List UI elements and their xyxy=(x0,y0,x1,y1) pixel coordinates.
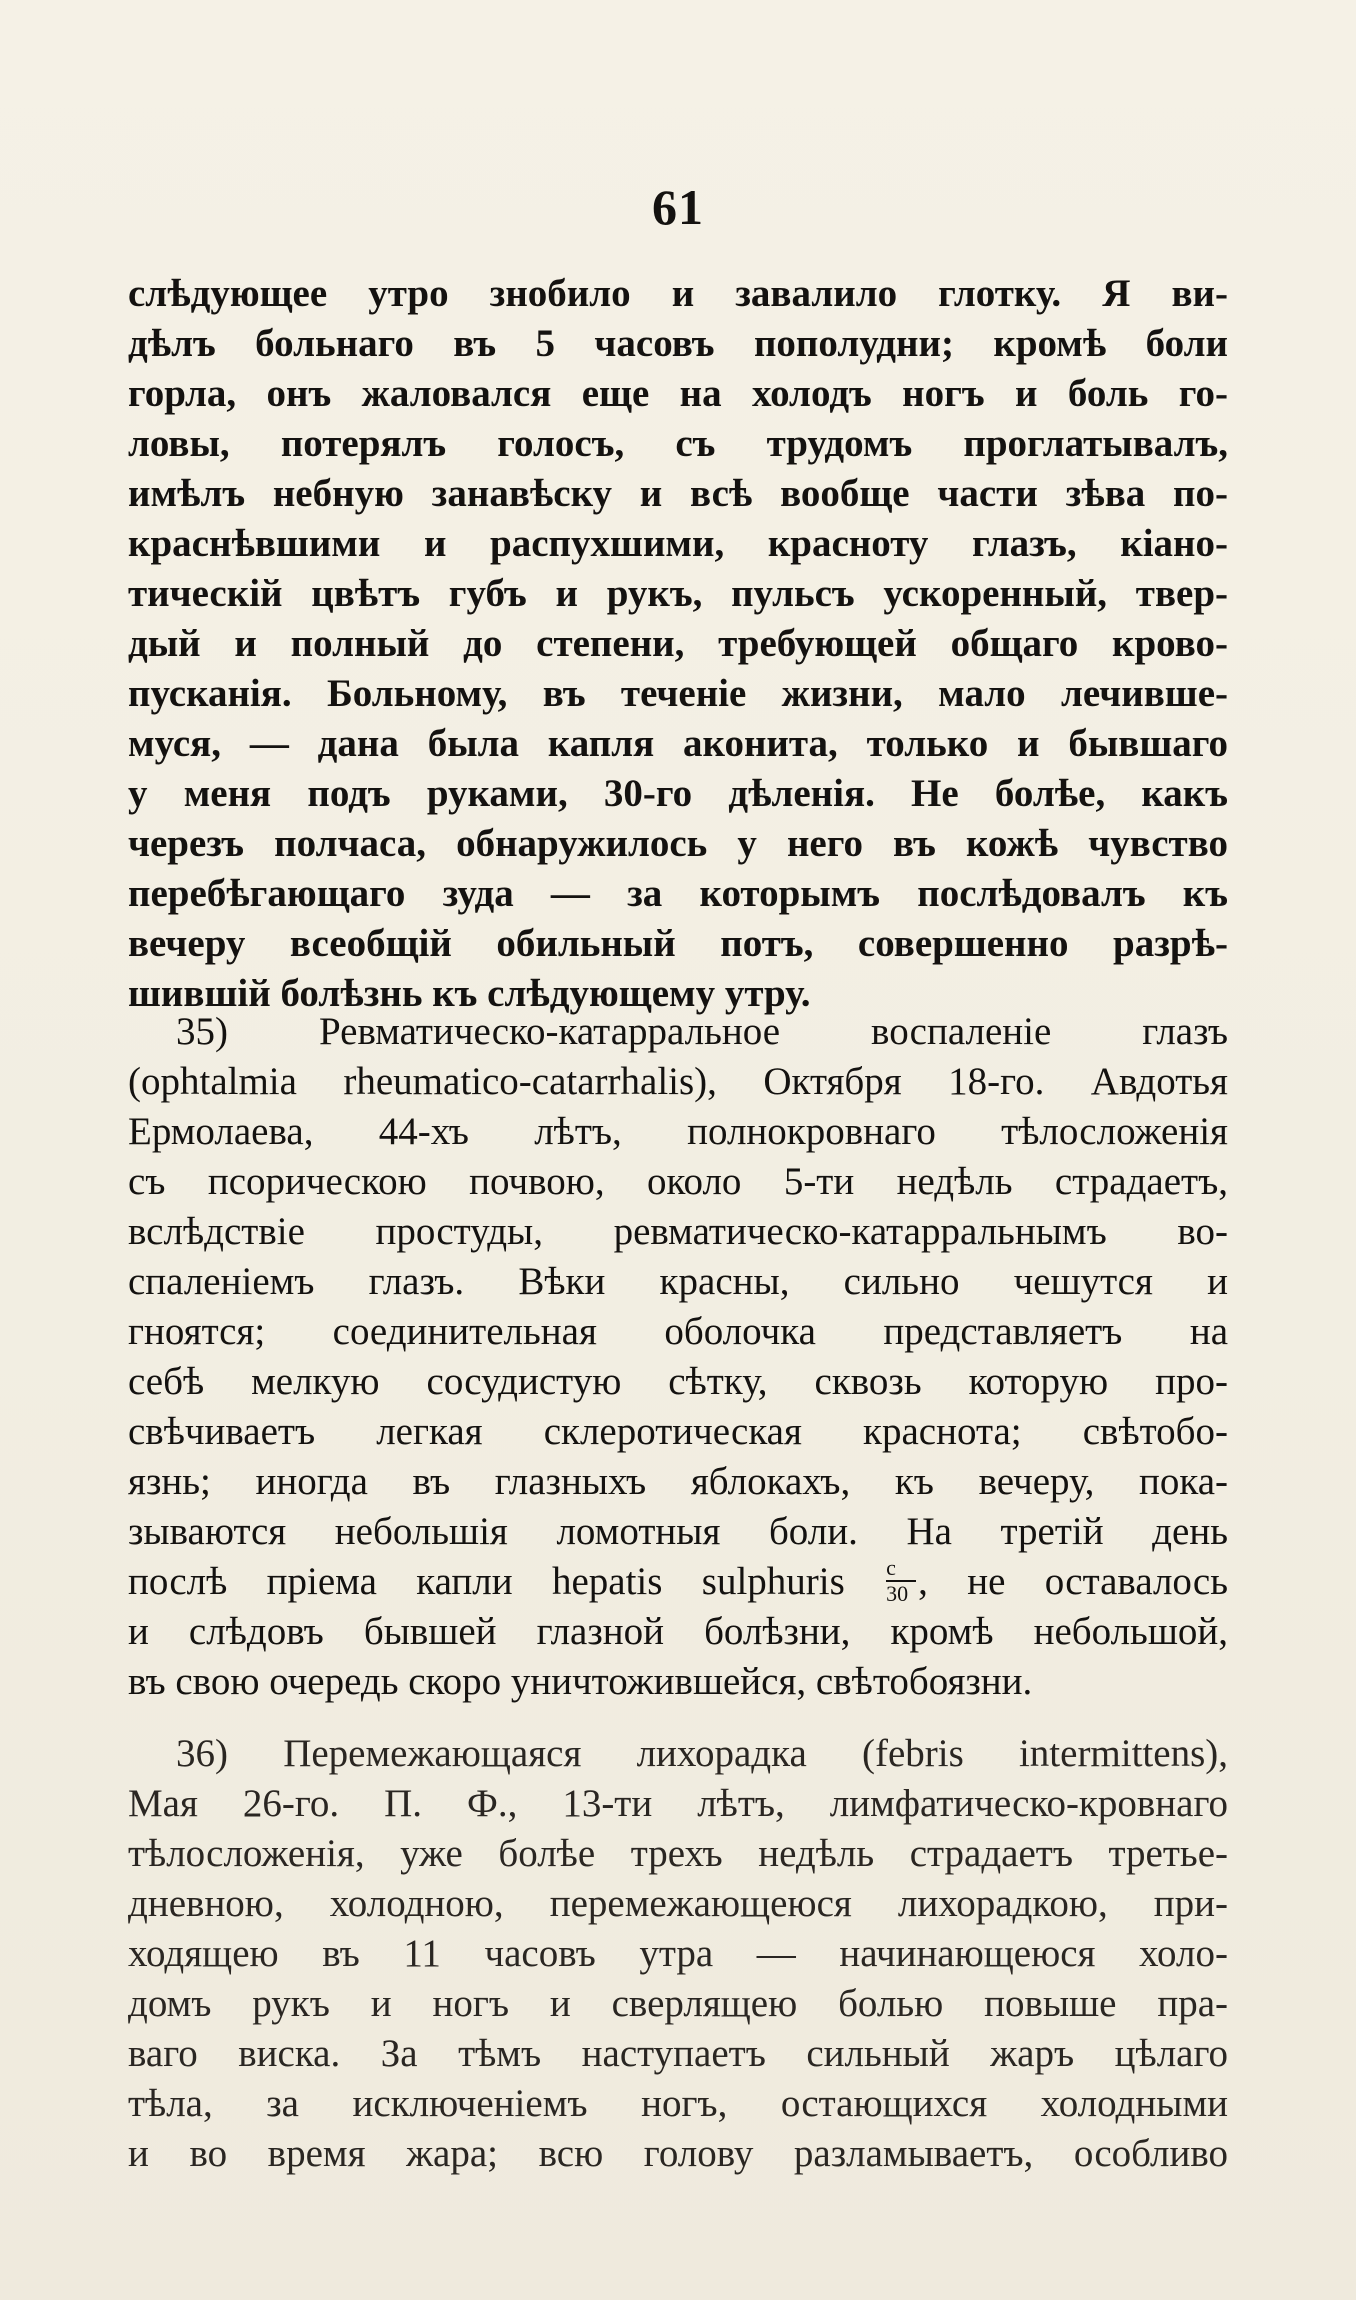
text-line: себѣ мелкую сосудистую сѣтку, сквозь которую про- xyxy=(128,1360,1228,1403)
text-line: пусканія. Больному, въ теченіе жизни, мало лечивше- xyxy=(128,672,1228,715)
text-line: ваго виска. За тѣмъ наступаетъ сильный жаръ цѣлаго xyxy=(128,2032,1228,2075)
text-line: муся, — дана была капля аконита, только и бывшаго xyxy=(128,722,1228,765)
text-line: краснѣвшими и распухшими, красноту глазъ, кіано- xyxy=(128,522,1228,565)
page-number: 61 xyxy=(652,179,704,235)
text-line: вечеру всеобщій обильный потъ, совершенно разрѣ- xyxy=(128,922,1228,965)
text-line: горла, онъ жаловался еще на холодъ ногъ и боль го- xyxy=(128,372,1228,415)
text-line: имѣлъ небную занавѣску и всѣ вообще части зѣва по- xyxy=(128,472,1228,515)
text-line: перебѣгающаго зуда — за которымъ послѣдовалъ къ xyxy=(128,872,1228,915)
text-line: 35) Ревматическо-катарральное воспаленіе глазъ xyxy=(176,1010,1228,1053)
text-line: вслѣдствіе простуды, ревматическо-катарральнымъ во- xyxy=(128,1210,1228,1253)
text-line: (ophtalmia rheumatico-catarrhalis), Октября 18-го. Авдотья xyxy=(128,1060,1228,1103)
text-line: у меня подъ руками, 30-го дѣленія. Не болѣе, какъ xyxy=(128,772,1228,815)
text-line: слѣдующее утро знобило и завалило глотку. Я ви- xyxy=(128,272,1228,315)
text-line: язнь; иногда въ глазныхъ яблокахъ, къ вечеру, пока- xyxy=(128,1460,1228,1503)
fraction-denominator: 30 xyxy=(886,1581,909,1606)
text-line: съ псорическою почвою, около 5-ти недѣль страдаетъ, xyxy=(128,1160,1228,1203)
text-line: черезъ полчаса, обнаружилось у него въ кожѣ чувство xyxy=(128,822,1228,865)
text-line: свѣчиваетъ легкая склеротическая краснота; свѣтобо- xyxy=(128,1410,1228,1453)
fraction-line-start: послѣ пріема капли hepatis sulphuris xyxy=(128,1560,845,1603)
text-line: зываются небольшія ломотныя боли. На третій день xyxy=(128,1510,1228,1553)
text-line: дѣлъ больнаго въ 5 часовъ пополудни; кромѣ боли xyxy=(128,322,1228,365)
text-line: ловы, потерялъ голосъ, съ трудомъ проглатывалъ, xyxy=(128,422,1228,465)
text-line: Мая 26-го. П. Ф., 13-ти лѣтъ, лимфатическо-кровнаго xyxy=(128,1782,1228,1825)
text-line: спаленіемъ глазъ. Вѣки красны, сильно чешутся и xyxy=(128,1260,1228,1303)
text-line: въ свою очередь скоро уничтожившейся, свѣтобоязни. xyxy=(128,1660,1033,1703)
text-line: дый и полный до степени, требующей общаго крово- xyxy=(128,622,1228,665)
text-line: дневною, холодною, перемежающеюся лихорадкою, при- xyxy=(128,1882,1228,1925)
fraction-line-end: , не оставалось xyxy=(918,1560,1228,1603)
text-line: домъ рукъ и ногъ и сверлящею болью повыше пра- xyxy=(128,1982,1228,2025)
text-line: Ермолаева, 44-хъ лѣтъ, полнокровнаго тѣлосложенія xyxy=(128,1110,1228,1153)
text-line: тѣлосложенія, уже болѣе трехъ недѣль страдаетъ третье- xyxy=(128,1832,1228,1875)
text-line: тѣла, за исключеніемъ ногъ, остающихся холодными xyxy=(128,2082,1228,2125)
text-line: и во время жара; всю голову разламываетъ, особливо xyxy=(128,2132,1228,2175)
text-line: и слѣдовъ бывшей глазной болѣзни, кромѣ небольшой, xyxy=(128,1610,1228,1653)
fraction xyxy=(886,1558,916,1605)
fraction-numerator: c xyxy=(886,1558,916,1582)
text-line: ходящею въ 11 часовъ утра — начинающеюся холо- xyxy=(128,1932,1228,1975)
text-line: шившій болѣзнь къ слѣдующему утру. xyxy=(128,972,811,1015)
text-line: 36) Перемежающаяся лихорадка (febris intermittens), xyxy=(176,1732,1228,1775)
text-line: тическій цвѣтъ губъ и рукъ, пульсъ ускоренный, твер- xyxy=(128,572,1228,615)
text-line: гноятся; соединительная оболочка представляетъ на xyxy=(128,1310,1228,1353)
text-line-with-fraction xyxy=(128,1558,1228,1606)
